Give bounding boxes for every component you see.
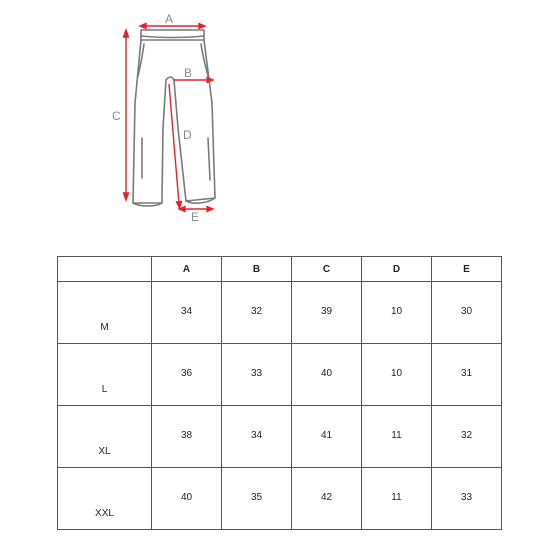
value-e: 30 — [432, 282, 502, 344]
header-c: C — [292, 257, 362, 282]
size-label: L — [58, 344, 152, 406]
measurement-labels — [112, 12, 199, 223]
size-chart-table — [57, 256, 502, 530]
table-row — [58, 406, 502, 468]
value-d: 11 — [362, 468, 432, 530]
label-e: E — [191, 210, 200, 223]
value-d: 10 — [362, 282, 432, 344]
header-b: B — [222, 257, 292, 282]
value-c: 40 — [292, 344, 362, 406]
value-a: 38 — [152, 406, 222, 468]
value-b: 34 — [222, 406, 292, 468]
header-e: E — [432, 257, 502, 282]
label-c: C — [112, 109, 121, 123]
table-row — [58, 282, 502, 344]
value-c: 42 — [292, 468, 362, 530]
value-b: 35 — [222, 468, 292, 530]
value-d: 11 — [362, 406, 432, 468]
value-a: 40 — [152, 468, 222, 530]
value-d: 10 — [362, 344, 432, 406]
label-a: A — [165, 12, 174, 26]
table-row — [58, 344, 502, 406]
value-e: 31 — [432, 344, 502, 406]
size-label: M — [58, 282, 152, 344]
table-row — [58, 468, 502, 530]
value-e: 33 — [432, 468, 502, 530]
value-b: 33 — [222, 344, 292, 406]
pants-outline — [133, 30, 215, 206]
value-e: 32 — [432, 406, 502, 468]
header-size — [58, 257, 152, 282]
value-c: 39 — [292, 282, 362, 344]
value-a: 34 — [152, 282, 222, 344]
size-label: XL — [58, 406, 152, 468]
value-a: 36 — [152, 344, 222, 406]
label-d: D — [183, 128, 192, 142]
value-b: 32 — [222, 282, 292, 344]
pants-measurement-diagram — [100, 8, 240, 223]
size-label: XXL — [58, 468, 152, 530]
label-b: B — [184, 66, 193, 80]
value-c: 41 — [292, 406, 362, 468]
header-a: A — [152, 257, 222, 282]
header-d: D — [362, 257, 432, 282]
header-row — [58, 257, 502, 282]
measurement-arrows — [124, 24, 214, 212]
